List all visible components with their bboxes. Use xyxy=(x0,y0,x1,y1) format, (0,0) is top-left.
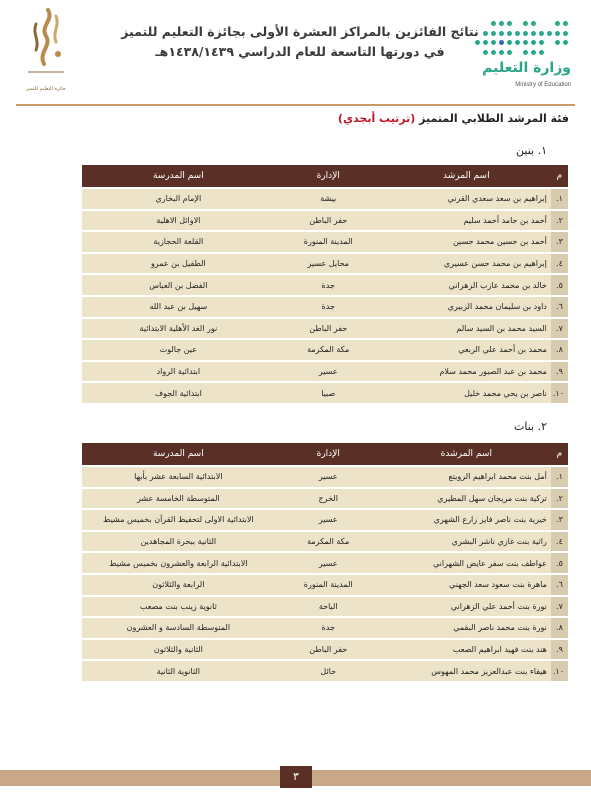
logo-dot xyxy=(499,50,504,55)
logo-dot xyxy=(515,50,520,55)
table-row xyxy=(82,231,568,253)
row-department: عسير xyxy=(275,466,382,488)
row-department: حفر الباطن xyxy=(275,639,382,661)
row-name: خالد بن محمد عازب الزهراني xyxy=(382,274,551,296)
award-logo-caption: جائزة التعليم للتميز xyxy=(26,86,66,92)
row-school: الرابعة والثلاثون xyxy=(82,574,275,596)
page-number: ٣ xyxy=(280,766,312,788)
row-name: خيرية بنت ناصر فايز زارع الشهري xyxy=(382,509,551,531)
category-label: فئة المرشد الطلابي المتميز xyxy=(419,112,569,125)
column-header-school: اسم المدرسة xyxy=(82,443,275,466)
row-school: الابتدائية الرابعة والعشرون بخميس مشيط xyxy=(82,552,275,574)
row-department: حفر الباطن xyxy=(275,210,382,232)
logo-dot xyxy=(491,50,496,55)
logo-dot xyxy=(555,21,560,26)
table-row xyxy=(82,274,568,296)
row-school: الثانوية الثانية xyxy=(82,660,275,682)
logo-dot xyxy=(555,40,560,45)
logo-dot xyxy=(515,40,520,45)
logo-dot xyxy=(483,50,488,55)
row-number: ٦. xyxy=(551,296,568,318)
table-header-row xyxy=(82,443,568,466)
row-number: ٨. xyxy=(551,339,568,361)
page-header xyxy=(0,0,591,108)
column-header-name: اسم المرشدة xyxy=(382,443,551,466)
column-header-num: م xyxy=(551,443,568,466)
logo-dot xyxy=(515,21,520,26)
logo-dot xyxy=(563,31,568,36)
logo-dot xyxy=(555,31,560,36)
row-school: الابتدائية الاولى لتحفيظ القرآن بخميس مشيط xyxy=(82,509,275,531)
logo-dot xyxy=(563,21,568,26)
row-number: ٢. xyxy=(551,210,568,232)
table-row xyxy=(82,531,568,553)
table-row xyxy=(82,639,568,661)
girls-table xyxy=(82,443,568,683)
logo-dot xyxy=(531,40,536,45)
table-row xyxy=(82,617,568,639)
row-department: المدينة المنورة xyxy=(275,231,382,253)
column-header-name: اسم المرشد xyxy=(382,165,551,188)
row-number: ٩. xyxy=(551,639,568,661)
row-name: أحمد بن حسين محمد حسين xyxy=(382,231,551,253)
row-school: الثانية ببحرة المجاهدين xyxy=(82,531,275,553)
table-row xyxy=(82,318,568,340)
ministry-logo xyxy=(471,20,571,90)
row-department: بيشة xyxy=(275,188,382,210)
logo-dot xyxy=(531,50,536,55)
row-name: ناصر بن يحي محمد خليل xyxy=(382,382,551,404)
row-school: ابتدائية الجوف xyxy=(82,382,275,404)
column-header-school: اسم المدرسة xyxy=(82,165,275,188)
table-row xyxy=(82,188,568,210)
row-school: نور الغد الأهلية الابتدائية xyxy=(82,318,275,340)
logo-dot xyxy=(563,40,568,45)
row-department: جدة xyxy=(275,296,382,318)
logo-dot xyxy=(483,21,488,26)
logo-dot xyxy=(523,31,528,36)
ministry-name-en: Ministry of Education xyxy=(515,82,571,88)
row-school: الإمام البخاري xyxy=(82,188,275,210)
column-header-dept: الإدارة xyxy=(275,443,382,466)
logo-dot xyxy=(523,40,528,45)
logo-dot xyxy=(539,21,544,26)
row-department: محايل عسير xyxy=(275,253,382,275)
row-number: ٥. xyxy=(551,552,568,574)
logo-dot xyxy=(483,40,488,45)
row-number: ٢. xyxy=(551,488,568,510)
row-school: ابتدائية الرواد xyxy=(82,361,275,383)
row-department: صبيا xyxy=(275,382,382,404)
title-line-1: نتائج الفائزين بالمراكز العشرة الأولى بجائزة التعليم للتميز xyxy=(121,24,479,39)
row-number: ١. xyxy=(551,466,568,488)
row-department: حائل xyxy=(275,660,382,682)
logo-dot xyxy=(563,50,568,55)
logo-dot xyxy=(507,31,512,36)
logo-dot xyxy=(507,21,512,26)
logo-dot xyxy=(539,50,544,55)
logo-dot xyxy=(515,31,520,36)
logo-dot xyxy=(507,50,512,55)
logo-dot xyxy=(523,50,528,55)
logo-dot xyxy=(547,21,552,26)
logo-dot xyxy=(539,31,544,36)
row-school: المتوسطة الخامسة عشر xyxy=(82,488,275,510)
logo-dot xyxy=(507,40,512,45)
row-school: الثانية والثلاثون xyxy=(82,639,275,661)
ministry-logo-dots xyxy=(474,20,569,56)
column-header-num: م xyxy=(551,165,568,188)
page-footer xyxy=(0,766,591,788)
section-title-boys: ١. بنين xyxy=(516,144,547,157)
table-row xyxy=(82,339,568,361)
row-department: المدينة المنورة xyxy=(275,574,382,596)
logo-dot xyxy=(531,21,536,26)
table-row xyxy=(82,210,568,232)
row-name: إبراهيم بن سعد سعدي القرني xyxy=(382,188,551,210)
row-department: عسير xyxy=(275,361,382,383)
logo-dot xyxy=(499,40,504,45)
table-row xyxy=(82,596,568,618)
row-department: عسير xyxy=(275,552,382,574)
row-name: عواطف بنت سفر عايض الشهراني xyxy=(382,552,551,574)
row-department: الباحة xyxy=(275,596,382,618)
row-number: ٦. xyxy=(551,574,568,596)
row-name: أمل بنت محمد ابراهيم الرويتع xyxy=(382,466,551,488)
row-name: محمد بن عبد الصبور محمد سلام xyxy=(382,361,551,383)
logo-dot xyxy=(547,50,552,55)
row-name: إبراهيم بن محمد حسن عسيري xyxy=(382,253,551,275)
ministry-name: وزارة التعليم xyxy=(482,60,571,76)
row-department: جدة xyxy=(275,274,382,296)
logo-dot xyxy=(531,31,536,36)
row-school: القلعة الحجازية xyxy=(82,231,275,253)
row-school: الفضل بن العباس xyxy=(82,274,275,296)
table-row xyxy=(82,660,568,682)
table-row xyxy=(82,361,568,383)
row-number: ٥. xyxy=(551,274,568,296)
boys-table xyxy=(82,165,568,405)
row-department: مكة المكرمة xyxy=(275,531,382,553)
row-number: ٧. xyxy=(551,318,568,340)
row-number: ١٠. xyxy=(551,660,568,682)
row-name: تركية بنت مريجان سهل المطيري xyxy=(382,488,551,510)
row-number: ٧. xyxy=(551,596,568,618)
logo-dot xyxy=(547,40,552,45)
table-row xyxy=(82,488,568,510)
table-row xyxy=(82,574,568,596)
logo-dot xyxy=(499,21,504,26)
title-line-2: في دورتها التاسعة للعام الدراسي ١٤٣٨/١٤٣٩هـ xyxy=(155,44,445,59)
row-department: عسير xyxy=(275,509,382,531)
logo-dot xyxy=(491,40,496,45)
logo-dot xyxy=(491,21,496,26)
row-department: الخرج xyxy=(275,488,382,510)
logo-dot xyxy=(555,50,560,55)
category-heading xyxy=(338,112,569,125)
table-row xyxy=(82,253,568,275)
row-school: الاوائل الاهلية xyxy=(82,210,275,232)
row-school: سهيل بن عبد الله xyxy=(82,296,275,318)
row-number: ٣. xyxy=(551,509,568,531)
table-row xyxy=(82,296,568,318)
category-note: (ترتيب أبجدي) xyxy=(337,112,416,125)
table-header-row xyxy=(82,165,568,188)
award-logo xyxy=(18,6,74,98)
column-header-dept: الإدارة xyxy=(275,165,382,188)
table-row xyxy=(82,509,568,531)
row-name: نورة بنت محمد ناصر البقمي xyxy=(382,617,551,639)
boys-table-body xyxy=(82,188,568,404)
row-number: ٣. xyxy=(551,231,568,253)
row-number: ٨. xyxy=(551,617,568,639)
row-name: السيد محمد بن السيد سالم xyxy=(382,318,551,340)
table-row xyxy=(82,382,568,404)
row-department: مكة المكرمة xyxy=(275,339,382,361)
girls-table-body xyxy=(82,466,568,682)
row-name: راثية بنت غازي ناشر البشري xyxy=(382,531,551,553)
row-school: المتوسطة السادسة و العشرون xyxy=(82,617,275,639)
row-name: أحمد بن حامد أحمد سليم xyxy=(382,210,551,232)
row-name: ماهرة بنت سعود سعد الجهني xyxy=(382,574,551,596)
logo-dot xyxy=(539,40,544,45)
award-logo-icon xyxy=(18,6,74,86)
row-school: الطفيل بن عمرو xyxy=(82,253,275,275)
row-department: حفر الباطن xyxy=(275,318,382,340)
logo-dot xyxy=(499,31,504,36)
table-row xyxy=(82,466,568,488)
logo-dot xyxy=(483,31,488,36)
logo-dot xyxy=(491,31,496,36)
row-number: ١٠. xyxy=(551,382,568,404)
row-name: هند بنت فهيد ابراهيم الصعب xyxy=(382,639,551,661)
logo-dot xyxy=(547,31,552,36)
row-school: ثانوية زينب بنت مصعب xyxy=(82,596,275,618)
row-name: محمد بن أحمد علي الربعي xyxy=(382,339,551,361)
row-number: ٩. xyxy=(551,361,568,383)
row-name: نورة بنت أحمد علي الزهراني xyxy=(382,596,551,618)
row-department: جدة xyxy=(275,617,382,639)
page-title xyxy=(120,22,480,62)
section-title-girls: ٢. بنات xyxy=(513,420,547,433)
row-school: عين جالوت xyxy=(82,339,275,361)
row-number: ٤. xyxy=(551,253,568,275)
row-name: داود بن سليمان محمد الزبيري xyxy=(382,296,551,318)
row-name: هيفاء بنت عبدالعزيز محمد المهوس xyxy=(382,660,551,682)
logo-dot xyxy=(523,21,528,26)
table-row xyxy=(82,552,568,574)
row-number: ١. xyxy=(551,188,568,210)
row-number: ٤. xyxy=(551,531,568,553)
header-divider xyxy=(16,104,575,106)
row-school: الابتدائية السابعة عشر بأبها xyxy=(82,466,275,488)
